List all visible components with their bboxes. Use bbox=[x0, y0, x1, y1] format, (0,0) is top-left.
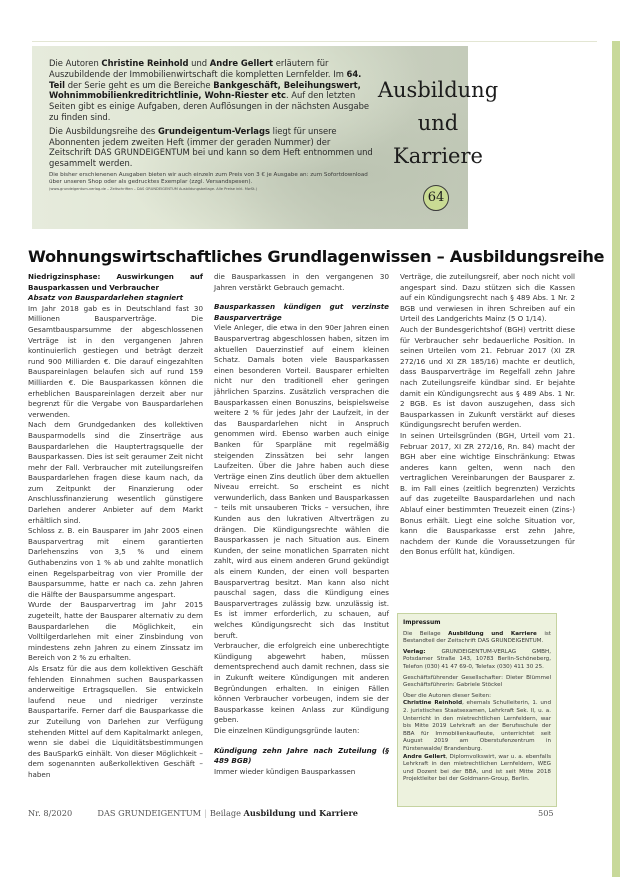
page-footer bbox=[28, 808, 558, 818]
series-title bbox=[368, 74, 508, 173]
separator: | bbox=[204, 808, 207, 818]
subsection-heading: Kündigung zehn Jahre nach Zuteilung (§ 489 BGB) bbox=[214, 745, 389, 766]
subsection-heading: Absatz von Bauspardarlehen stagniert bbox=[28, 293, 184, 303]
paragraph: Wurde der Bausparvertrag im Jahr 2015 zugeteilt, hatte der Bausparer alternativ zu dem Bauspardarlehen die Möglichkeit, ein Volltilgerdarlehen mit einer Zinsbindung von mindestens zehn Jahren zu einem Zinssatz im Bereich von 2 % zu erhalten. bbox=[28, 600, 203, 663]
impressum-publisher bbox=[403, 649, 551, 672]
banner-intro bbox=[49, 58, 374, 123]
issue-number: Nr. 8/2020 bbox=[28, 808, 73, 818]
author-name: Christine Reinhold bbox=[403, 700, 463, 707]
series-banner bbox=[32, 46, 499, 229]
page-title: Wohnungswirtschaftliches Grundlagenwissen – Ausbildungsreihe bbox=[28, 247, 605, 266]
banner-text bbox=[49, 58, 374, 192]
text: liegt für unsere Abonnenten jedem zweiten Heft (immer der geraden Nummer) der Zeitschrift DAS GRUNDEIGENTUM bei und kann so dem Heft entnommen und gesammelt werden. bbox=[49, 125, 373, 169]
supplement-prefix: Beilage bbox=[209, 808, 241, 818]
impressum-box bbox=[397, 613, 557, 807]
author-name: Christine Reinhold bbox=[101, 58, 189, 68]
journal-name: DAS GRUNDEIGENTUM bbox=[97, 808, 202, 818]
paragraph: Schloss z. B. ein Bausparer im Jahr 2005 einen Bausparvertrag mit einem garantierten Darlehenszins von 3,5 % und einem Guthabenzins von 1 % ab und zahlte monatlich einen Regelsparbeitrag von vier Promille der Bausparsumme, hatte er nach ca. zehn Jahren die Hälfte der Bausparsumme angespart. bbox=[28, 526, 203, 599]
paragraph: Im Jahr 2018 gab es in Deutschland fast 30 Millionen Bausparverträge. Die Gesamtbausparsumme der abgeschlossenen Verträge ist in den vergangenen Jahren kontinuierlich gestiegen und beträgt derzeit rund 900 Milliarden €. Die darauf eingezahlten Bauspareinlagen belaufen sich auf rund 159 Milliarden €. Die Bausparkassen können die erheblichen Bauspareinlagen derzeit aber nur begrenzt für die Vergabe von Bauspardarlehen verwenden. bbox=[28, 303, 203, 419]
text: erläutern für Auszubildende der Immobilienwirtschaft die kompletten Lernfelder. Im bbox=[49, 58, 347, 79]
section-heading: Niedrigzinsphase: Auswirkungen auf Bausparkassen und Verbraucher bbox=[28, 272, 203, 292]
impressum-heading: Impressum bbox=[403, 619, 441, 626]
banner-web-note: (www.grundeigentum-verlag.de – Zeitschriften – DAS GRUNDEIGENTUM Ausbildungsbeilage. Alle Preise inkl. MwSt.) bbox=[49, 186, 257, 191]
author-name: Andre Gellert bbox=[209, 58, 274, 68]
text: , Diplomvolkswirt, war u. a. ebenfalls Lehrkraft in den mietrechtlichen Lernfeldern, WEG und Dozent bei der BBA, und ist seit Mitte 2018 Projektleiter bei der Goldmann-Group, Berlin. bbox=[403, 753, 551, 783]
spacer bbox=[214, 293, 389, 302]
issue-badge: 64 bbox=[423, 185, 449, 211]
publisher: Grundeigentum-Verlags bbox=[157, 125, 270, 136]
paragraph: Als Ersatz für die aus dem kollektiven Geschäft fehlenden Einnahmen suchen Bausparkassen anderweitige Ertragsquellen. Sie entwickeln laufend neue und niedriger verzinste Bauspartarife. Ferner darf die Bausparkasse die zur Zuteilung von Darlehen zur Verfügung stehenden Mittel auf dem Kapitalmarkt anlegen, wenn sie dabei die Liquiditätsbestimmungen des BauSparkG einhält. Von dieser Möglichkeit – dem sogenannten außerkollektiven Geschäft – haben bbox=[28, 663, 203, 779]
text: und bbox=[188, 58, 210, 68]
column-3 bbox=[400, 272, 575, 558]
text: GRUNDEIGENTUM-VERLAG GMBH, Potsdamer Straße 143, 10783 Berlin-Schöneberg, Telefon (030) 41 47 69-0, Telefax (030) 411 30 25. bbox=[403, 648, 551, 670]
author-name: Andre Gellert bbox=[403, 753, 446, 760]
accent-strip bbox=[612, 41, 620, 877]
series-title-line: Karriere bbox=[393, 144, 483, 168]
paragraph: Nach dem Grundgedanken des kollektiven Bausparmodells sind die Zinserträge aus Bauspardarlehen die Hauptertragsquelle der Bausparkassen. Dies ist seit geraumer Zeit nicht mehr der Fall. Verbraucher mit zuteilungsreifen Bauspardarlehen fragen diese kaum nach, da zum Zeitpunkt der Finanzierung oder Anschlussfinanzierung wesentlich günstigere Darlehen anderer Anbieter auf dem Markt erhältlich sind. bbox=[28, 420, 203, 525]
top-rule bbox=[32, 41, 597, 42]
text: , ehemals Schulleiterin, 1. und 2. juristisches Staatsexamen, Lehrkraft Sek. II, u. a. Unterricht in den mietrechtlichen Lernfeldern, war bis Mitte 2019 Lehrkraft an der Berufsschule der BBA für Immobilienkaufleute, unterrichtet seit August 2019 am Oberstufenzentrum in Fürstenwalde/ Brandenburg. bbox=[403, 700, 552, 752]
series-title-line: und bbox=[417, 111, 459, 135]
spacer bbox=[214, 737, 389, 746]
impressum-authors bbox=[403, 693, 551, 784]
subsection-heading: Bausparkassen kündigen gut verzinste Bausparverträge bbox=[214, 302, 389, 322]
supplement-name: Ausbildung und Karriere bbox=[448, 630, 537, 637]
text: der Serie geht es um die Bereiche bbox=[65, 79, 214, 90]
impressum-management: Geschäftsführender Gesellschafter: Dieter Blümmel Geschäftsführerin: Gabriele Stöckel bbox=[403, 674, 551, 689]
text: . Auf den letzten Seiten gibt es einige Aufgaben, deren Auflösungen in der nächsten Ausgabe zu finden sind. bbox=[49, 90, 370, 122]
text: Über die Autoren dieser Seiten: bbox=[403, 692, 492, 699]
paragraph: In seinen Urteilsgründen (BGH, Urteil vom 21. Februar 2017, XI ZR 272/16, Rn. 84) macht der BGH aber eine wichtige Einschränkung: Etwas anderes kann gelten, wenn nach den vertraglichen Vereinbarungen der Bausparer z. B. im Fall eines (zeitlich begrenzten) Verzichts auf das zugeteilte Bauspardarlehen und nach Ablauf einer bestimmten Treuezeit einen (Zins-) Bonus erhält. Liegt eine solche Situation vor, kann die Bausparkasse erst zehn Jahre, nachdem der Kunde die Voraussetzungen für den Bonus erfüllt hat, kündigen. bbox=[400, 430, 575, 557]
paragraph: die Bausparkassen in den vergangenen 30 Jahren verstärkt Gebrauch gemacht. bbox=[214, 272, 389, 292]
supplement-name: Ausbildung und Karriere bbox=[243, 808, 358, 818]
paragraph: Verbraucher, die erfolgreich eine unberechtigte Kündigung abgewehrt haben, müssen dementsprechend auch damit rechnen, dass sie in Zukunft weitere Kündigungen mit anderen Begründungen erhalten. In einigen Fällen können Verbraucher vorbeugen, indem sie der Bausparkasse keinen Anlass zur Kündigung geben. bbox=[214, 641, 389, 725]
text: Die Beilage bbox=[403, 630, 449, 637]
column-1 bbox=[28, 272, 203, 781]
paragraph: Viele Anleger, die etwa in den 90er Jahren einen Bausparvertrag abgeschlossen haben, sitzen im aktuellen Dauerzinstief auf einem kleinen Schatz. Damals boten viele Bausparkassen einen besonderen Vorteil. Bausparer erhielten nicht nur den traditionell eher geringen jährlichen Sparzins. Zusätzlich versprachen die Bausparkassen einen Bonuszins, beispielsweise weitere 2 % für jedes Jahr der Laufzeit, in der das Bauspardarlehen nicht in Anspruch genommen wird. Ebenso warben auch einige Banken für Sparpläne mit regelmäßig steigenden Zinssätzen bei sehr langen Laufzeiten. Über die Jahre haben auch diese Verträge einen Zins deutlich über dem aktuellen Niveau erreicht. So erscheint es nicht verwunderlich, dass Banken und Bausparkassen – teils mit unsauberen Tricks – versuchen, ihre Kunden aus den lukrativen Altverträgen zu drängen. Die Kündigungsrechte wählen die Bausparkassen je nach Situation aus. Einem Kunden, der seine monatlichen Sparraten nicht zahlt, wird aus einem anderen Grund gekündigt als einem Kunden, der einen voll besparten Bausparvertrag besitzt. Man kann also nicht pauschal sagen, dass die Kündigung eines Bausparvertrages zulässig bzw. unzulässig ist. Es ist immer erforderlich, zu schauen, auf welches Kündigungsrecht sich das Institut beruft. bbox=[214, 323, 389, 640]
column-2 bbox=[214, 272, 389, 777]
series-title-line: Ausbildung bbox=[377, 78, 499, 102]
paragraph: Auch der Bundesgerichtshof (BGH) vertritt diese für Verbraucher sehr bedauerliche Position. In seinen Urteilen vom 21. Februar 2017 (XI ZR 272/16 und XI ZR 185/16) machte er deutlich, dass Bausparverträge im Regelfall zehn Jahre nach Zuteilungsreife kündbar sind. Er bejahte damit ein Kündigungsrecht aus § 489 Abs. 1 Nr. 2 BGB. Es ist davon auszugehen, dass sich Bausparkassen in Zukunft verstärkt auf dieses Kündigungsrecht berufen werden. bbox=[400, 324, 575, 430]
paragraph: Die einzelnen Kündigungsgründe lauten: bbox=[214, 725, 360, 735]
paragraph: Verträge, die zuteilungsreif, aber noch nicht voll angespart sind. Dazu stützen sich die Kassen auf ein Kündigungsrecht nach § 489 Abs. 1 Nr. 2 BGB und verwiesen in ihren Schreiben auf ein Urteil des Landgerichts Mainz (5 O 1/14). bbox=[400, 272, 575, 324]
label: Verlag: bbox=[403, 648, 426, 655]
part-number: 64. Teil bbox=[49, 68, 362, 90]
banner-price-note: Die bisher erschienenen Ausgaben bieten wir auch einzeln zum Preis von 3 € je Ausgabe an: zum Sofortdownload über unseren Shop oder als gedrucktes Exemplar (zzgl. Versandspesen). bbox=[49, 171, 368, 186]
text: Die Autoren bbox=[49, 58, 102, 68]
paragraph: Immer wieder kündigen Bausparkassen bbox=[214, 766, 356, 776]
impressum-supplement bbox=[403, 631, 551, 646]
page-number: 505 bbox=[538, 808, 554, 818]
text: ist Bestandteil der Zeitschrift DAS GRUNDEIGENTUM. bbox=[403, 630, 551, 645]
text: Die Ausbildungsreihe des bbox=[49, 125, 158, 136]
banner-subscription bbox=[49, 126, 374, 169]
topics: Bankgeschäft, Beleihungswert, Wohnimmobilienkreditrichtlinie, Wohn-Riester etc bbox=[49, 79, 361, 101]
